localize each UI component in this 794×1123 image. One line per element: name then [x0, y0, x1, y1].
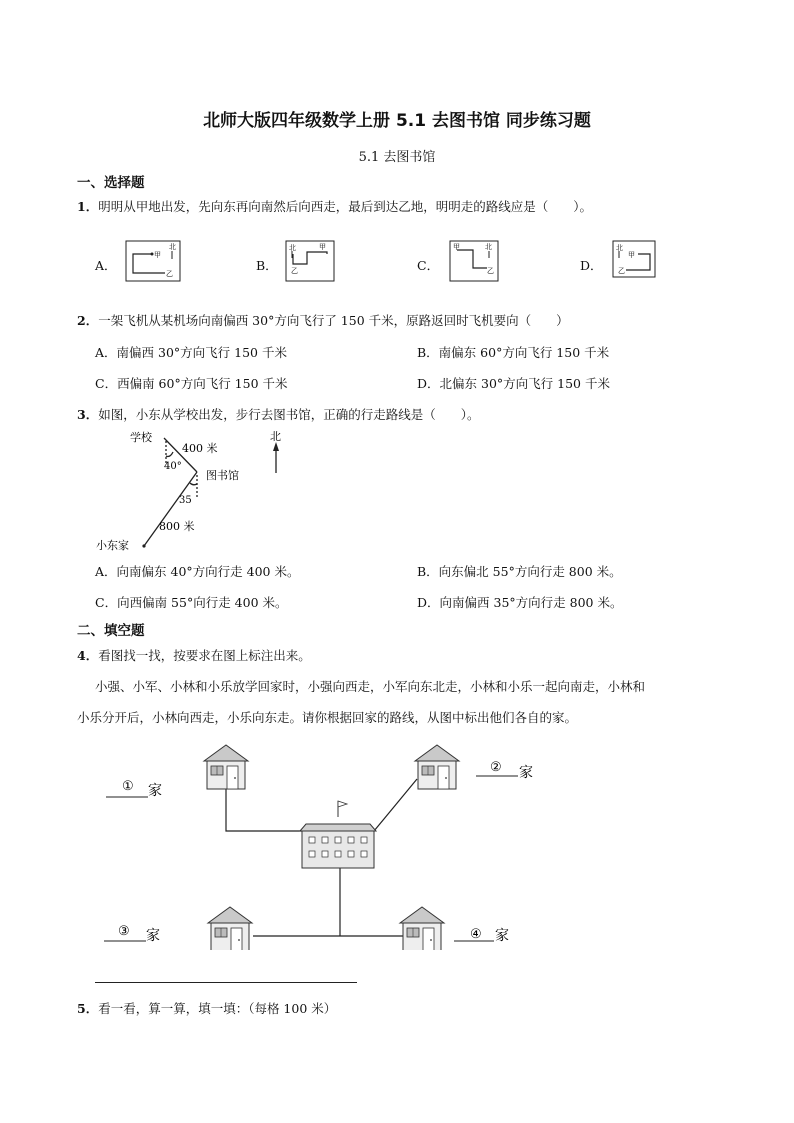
section-heading-fill: 二、填空题: [77, 623, 145, 639]
q3-option-b: B．向东偏北 55°方向行走 800 米。: [417, 564, 622, 579]
q2-option-d: D．北偏东 30°方向飞行 150 千米: [417, 376, 610, 391]
q3-option-c: C．向西偏南 55°向行走 400 米。: [95, 595, 288, 610]
q1-option-a-diagram: [125, 240, 181, 282]
question-3: [77, 405, 479, 423]
angle-35-label: 35: [179, 495, 192, 506]
home-point: [142, 544, 145, 547]
q1-option-c-label: C．: [417, 258, 440, 273]
page-subtitle: 5.1 去图书馆: [358, 150, 436, 165]
question-number: 3．: [77, 407, 99, 422]
question-1: [77, 197, 592, 215]
home-number-2: ②: [490, 760, 502, 775]
home-number-3: ③: [118, 924, 130, 939]
school-building-icon: [300, 801, 376, 868]
q3-option-d: D．向南偏西 35°方向行走 800 米。: [417, 595, 623, 610]
home-label-2: [476, 760, 533, 781]
q1-option-d-label: D．: [580, 258, 603, 273]
school-label: 学校: [130, 431, 152, 444]
q1-option-a-label: A．: [95, 258, 117, 273]
home-label: 小东家: [96, 539, 129, 552]
section-heading-choice: 一、选择题: [77, 175, 145, 191]
question-2: [77, 311, 569, 329]
north-label: 北: [485, 243, 492, 251]
question-text: 看一看，算一算，填一填：（每格 100 米）: [98, 1001, 337, 1016]
yi-label: 乙: [166, 270, 173, 278]
yi-label: 乙: [487, 267, 494, 275]
q3-option-a: A．向南偏东 40°方向行走 400 米。: [95, 564, 300, 579]
q2-option-a: A．南偏西 30°方向飞行 150 千米: [95, 345, 287, 360]
question-text: 如图，小东从学校出发，步行去图书馆，正确的行走路线是（ ）。: [98, 407, 480, 422]
q1-option-c-diagram: [449, 240, 499, 282]
question-text: 一架飞机从某机场向南偏西 30°方向飞行了 150 千米，原路返回时飞机要向（ ）: [98, 313, 569, 328]
home-word-1: 家: [148, 783, 162, 799]
distance-400-label: 400 米: [182, 442, 218, 455]
home-number-4: ④: [470, 927, 482, 942]
q3-route-figure: [90, 425, 320, 557]
jia-label: 甲: [628, 251, 635, 259]
north-arrow-icon: [273, 442, 279, 451]
page-title: 北师大版四年级数学上册 5.1 去图书馆 同步练习题: [203, 111, 591, 131]
q1-option-d-diagram: [612, 240, 656, 278]
north-label: 北: [616, 244, 623, 252]
yi-label: 乙: [618, 267, 625, 275]
home-word-4: 家: [495, 928, 509, 944]
house-icon-southwest: [208, 907, 252, 950]
north-label: 北: [289, 244, 296, 252]
q2-option-c: C．西偏南 60°方向飞行 150 千米: [95, 376, 288, 391]
house-icon-northwest: [204, 745, 248, 789]
north-label: 北: [169, 243, 176, 251]
north-label: 北: [270, 430, 281, 443]
question-number: 4．: [77, 648, 99, 663]
answer-blank-line[interactable]: [95, 982, 357, 983]
home-number-1: ①: [122, 779, 134, 794]
q4-map-figure: [90, 735, 560, 950]
route-segment-library-home: [144, 472, 197, 546]
question-5: [77, 999, 336, 1017]
library-label: 图书馆: [206, 469, 239, 482]
q2-option-b: B．南偏东 60°方向飞行 150 千米: [417, 345, 610, 360]
q4-paragraph-line-2: 小乐分开后，小林向西走，小乐向东走。请你根据回家的路线，从图中标出他们各自的家。: [77, 710, 578, 725]
question-text: 看图找一找，按要求在图上标注出来。: [98, 648, 311, 663]
house-icon-northeast: [415, 745, 459, 789]
q1-option-b-diagram: [285, 240, 335, 282]
q1-option-b-label: B．: [256, 258, 278, 273]
question-4: [77, 646, 311, 664]
angle-40-label: 40°: [164, 461, 182, 472]
question-number: 2．: [77, 313, 99, 328]
yi-label: 乙: [291, 267, 298, 275]
question-number: 1．: [77, 199, 99, 214]
home-word-2: 家: [519, 765, 533, 781]
distance-800-label: 800 米: [159, 520, 195, 533]
home-label-3: [104, 924, 160, 944]
question-number: 5．: [77, 1001, 99, 1016]
jia-label: 甲: [154, 251, 161, 259]
home-label-4: [454, 927, 509, 944]
house-icon-southeast: [400, 907, 444, 950]
q4-paragraph-line-1: 小强、小军、小林和小乐放学回家时，小强向西走，小军向东北走，小林和小乐一起向南走，小林和: [95, 679, 646, 694]
angle-arc: [190, 483, 197, 485]
angle-arc: [166, 452, 173, 457]
home-label-1: [106, 779, 162, 799]
jia-label: 甲: [453, 243, 460, 251]
question-text: 明明从甲地出发，先向东再向南然后向西走，最后到达乙地，明明走的路线应是（ ）。: [98, 199, 592, 214]
jia-label: 甲: [319, 243, 326, 251]
home-word-3: 家: [146, 928, 160, 944]
